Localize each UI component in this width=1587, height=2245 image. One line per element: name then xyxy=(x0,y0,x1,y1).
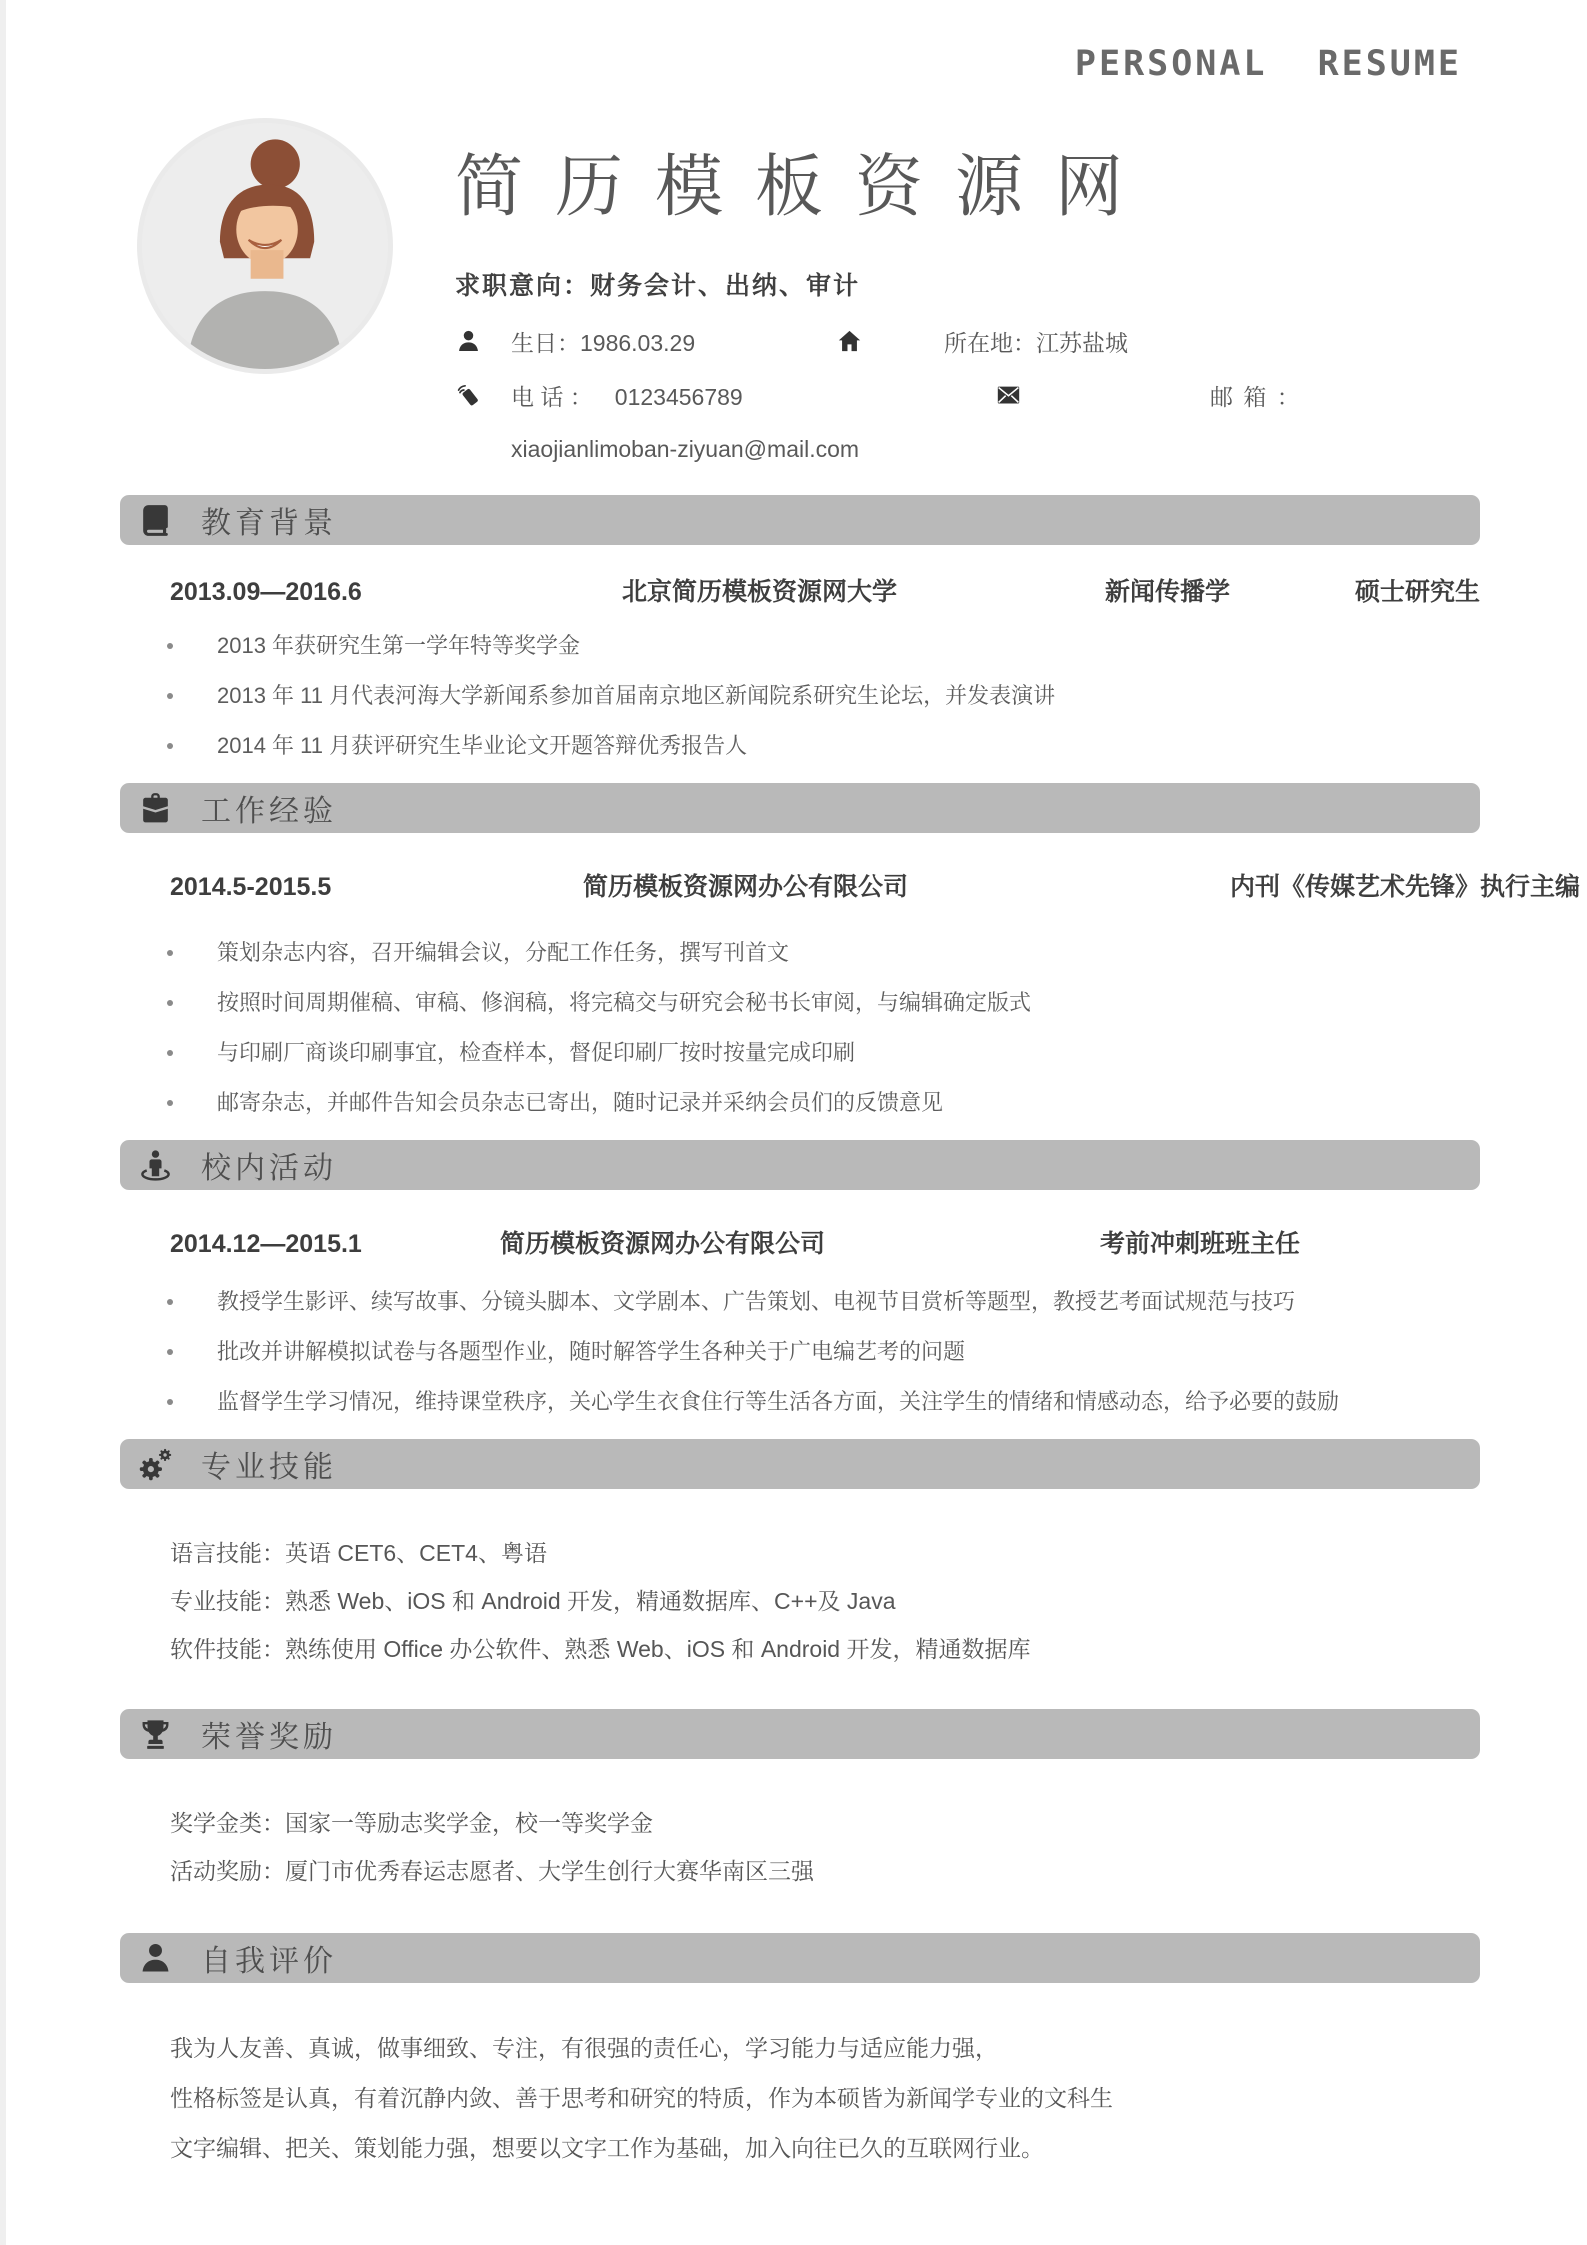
bullet-text: 策划杂志内容，召开编辑会议，分配工作任务，撰写刊首文 xyxy=(217,940,790,965)
briefcase-icon xyxy=(137,790,174,827)
entry-company: 简历模板资源网办公有限公司 xyxy=(583,873,909,901)
entry-company: 简历模板资源网办公有限公司 xyxy=(500,1230,826,1258)
bullet-text: 2013 年 11 月代表河海大学新闻系参加首届南京地区新闻院系研究生论坛，并发表演讲 xyxy=(217,683,1056,708)
entry-role: 内刊《传媒艺术先锋》执行主编 xyxy=(1229,873,1580,901)
bullet-dot xyxy=(167,743,173,749)
person-icon xyxy=(455,328,482,355)
campus-bullets xyxy=(165,1289,1480,1415)
section-campus xyxy=(120,1140,1480,1415)
profile-photo xyxy=(137,118,393,374)
bullet-text: 批改并讲解模拟试卷与各题型作业，随时解答学生各种关于广电编艺考的问题 xyxy=(217,1339,966,1364)
section-title: 工作经验 xyxy=(201,795,337,828)
bullet-text: 监督学生学习情况，维持课堂秩序，关心学生衣食住行等生活各方面，关注学生的情绪和情感动态，给予必要的鼓励 xyxy=(217,1389,1340,1414)
location-label: 所在地： xyxy=(944,329,1036,356)
section-self-evaluation xyxy=(120,1933,1480,2173)
birthday-label: 生日： xyxy=(511,329,580,356)
bullet-text: 教授学生影评、续写故事、分镜头脚本、文学剧本、广告策划、电视节目赏析等题型，教授艺考面试规范与技巧 xyxy=(217,1289,1296,1314)
bullet-item xyxy=(165,940,1480,966)
honor-line: 活动奖励：厦门市优秀春运志愿者、大学生创行大赛华南区三强 xyxy=(170,1858,814,1884)
entry-school: 北京简历模板资源网大学 xyxy=(622,578,898,606)
section-title: 荣誉奖励 xyxy=(201,1721,337,1754)
street-view-icon xyxy=(137,1147,174,1184)
section-title: 校内活动 xyxy=(201,1152,337,1185)
location-line xyxy=(944,326,1128,356)
bullet-dot xyxy=(167,1299,173,1305)
bullet-text: 邮寄杂志，并邮件告知会员杂志已寄出，随时记录并采纳会员们的反馈意见 xyxy=(217,1090,944,1115)
section-title: 专业技能 xyxy=(201,1451,337,1484)
skill-line: 软件技能：熟练使用 Office 办公软件、熟悉 Web、iOS 和 Android 开发，精通数据库 xyxy=(170,1636,1031,1662)
candidate-name: 简历模板资源网 xyxy=(455,149,1156,225)
email-label: 邮 箱 ： xyxy=(1210,383,1302,410)
contact-row-3 xyxy=(455,434,1485,464)
bullet-item xyxy=(165,1090,1480,1116)
education-entry xyxy=(170,578,1480,607)
user-icon xyxy=(137,1940,174,1977)
bullet-item xyxy=(165,683,1480,709)
section-header-self xyxy=(120,1933,1480,1983)
bullet-item xyxy=(165,1339,1480,1365)
honor-line: 奖学金类：国家一等励志奖学金，校一等奖学金 xyxy=(170,1810,653,1836)
bullet-dot xyxy=(167,643,173,649)
entry-date: 2013.09—2016.6 xyxy=(170,578,362,606)
bullet-item xyxy=(165,990,1480,1016)
section-title: 自我评价 xyxy=(201,1945,337,1978)
entry-degree: 硕士研究生 xyxy=(1354,578,1480,606)
birthday-line xyxy=(511,325,695,358)
bullet-text: 2014 年 11 月获评研究生毕业论文开题答辩优秀报告人 xyxy=(217,733,748,758)
evaluation-line: 文字编辑、把关、策划能力强，想要以文字工作为基础，加入向往已久的互联网行业。 xyxy=(170,2135,1044,2161)
bullet-item xyxy=(165,1289,1480,1315)
skill-line: 专业技能：熟悉 Web、iOS 和 Android 开发，精通数据库、C++及 Java xyxy=(170,1588,896,1614)
birthday-value: 1986.03.29 xyxy=(580,329,696,356)
bullet-dot xyxy=(167,693,173,699)
job-objective: 求职意向：财务会计、出纳、审计 xyxy=(455,272,861,301)
self-evaluation-lines xyxy=(170,2023,1480,2173)
skills-lines xyxy=(170,1529,1480,1673)
phone-line xyxy=(511,379,743,412)
gears-icon xyxy=(137,1446,174,1483)
bullet-item xyxy=(165,1040,1480,1066)
location-value: 江苏盐城 xyxy=(1036,329,1128,356)
education-bullets xyxy=(165,633,1480,759)
home-icon xyxy=(836,326,863,356)
evaluation-line: 性格标签是认真，有着沉静内敛、善于思考和研究的特质，作为本硕皆为新闻学专业的文科生 xyxy=(170,2085,1113,2111)
phone-value: 0123456789 xyxy=(614,383,743,410)
bullet-item xyxy=(165,733,1480,759)
trophy-icon xyxy=(137,1716,174,1753)
entry-date: 2014.5-2015.5 xyxy=(170,873,332,901)
book-icon xyxy=(137,502,174,539)
contact-row-2 xyxy=(455,380,1485,410)
mail-icon xyxy=(995,380,1022,410)
phone-label: 电 话 ： xyxy=(511,383,593,410)
entry-role: 考前冲刺班班主任 xyxy=(1100,1230,1301,1258)
honors-lines xyxy=(170,1799,1480,1895)
section-honors xyxy=(120,1709,1480,1895)
portrait-illustration xyxy=(142,123,388,369)
work-entry xyxy=(170,873,1580,902)
bullet-text: 与印刷厂商谈印刷事宜，检查样本，督促印刷厂按时按量完成印刷 xyxy=(217,1040,856,1065)
contact-row-1 xyxy=(455,326,1485,356)
bullet-dot xyxy=(167,1349,173,1355)
bullet-text: 2013 年获研究生第一学年特等奖学金 xyxy=(217,633,581,658)
bullet-dot xyxy=(167,1000,173,1006)
watermark-title: PERSONAL RESUME xyxy=(1074,44,1462,84)
section-education xyxy=(120,495,1480,759)
bullet-dot xyxy=(167,1050,173,1056)
skill-line: 语言技能：英语 CET6、CET4、粤语 xyxy=(170,1540,547,1566)
entry-major: 新闻传播学 xyxy=(1105,578,1231,606)
bullet-dot xyxy=(167,1399,173,1405)
evaluation-line: 我为人友善、真诚，做事细致、专注，有很强的责任心，学习能力与适应能力强， xyxy=(170,2035,998,2061)
section-header-honors xyxy=(120,1709,1480,1759)
email-address: xiaojianlimoban-ziyuan@mail.com xyxy=(511,435,860,462)
bullet-dot xyxy=(167,950,173,956)
entry-date: 2014.12—2015.1 xyxy=(170,1230,362,1258)
section-skills xyxy=(120,1439,1480,1673)
section-header-campus xyxy=(120,1140,1480,1190)
work-bullets xyxy=(165,940,1480,1116)
section-header-work xyxy=(120,783,1480,833)
phone-icon xyxy=(455,382,482,409)
bullet-item xyxy=(165,1389,1480,1415)
resume-header xyxy=(137,118,1485,464)
campus-entry xyxy=(170,1230,1480,1259)
bullet-dot xyxy=(167,1100,173,1106)
bullet-text: 按照时间周期催稿、审稿、修润稿，将完稿交与研究会秘书长审阅，与编辑确定版式 xyxy=(217,990,1032,1015)
section-header-education xyxy=(120,495,1480,545)
page-edge-shadow xyxy=(0,0,6,2245)
section-title: 教育背景 xyxy=(201,507,337,540)
bullet-item xyxy=(165,633,1480,659)
section-header-skills xyxy=(120,1439,1480,1489)
section-work xyxy=(120,783,1580,1116)
